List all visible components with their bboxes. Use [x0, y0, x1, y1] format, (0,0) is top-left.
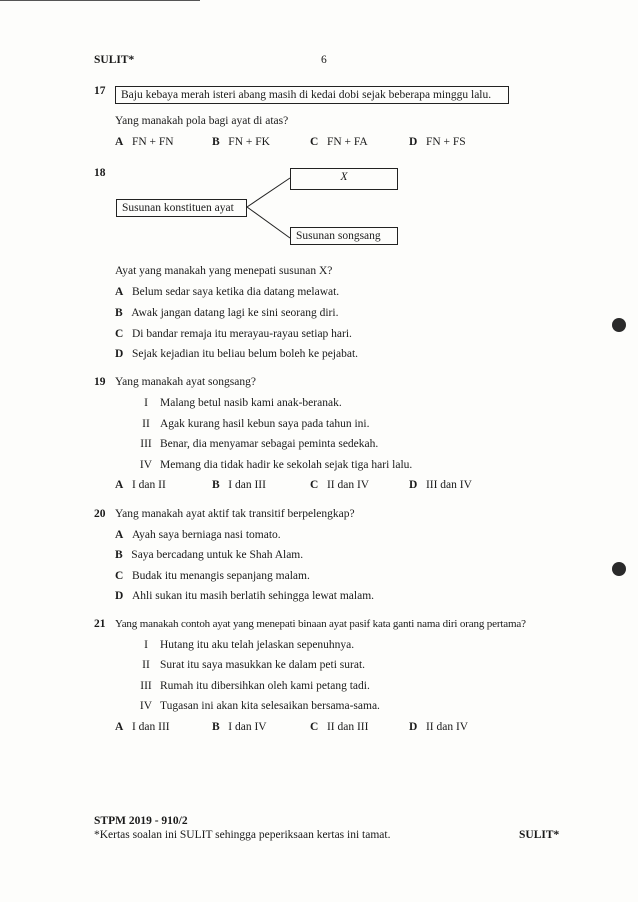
q19-option-c[interactable]: C II dan IV — [310, 479, 370, 491]
q20-option-b[interactable]: B Saya bercadang untuk ke Shah Alam. — [115, 549, 304, 561]
q21-statement-ii: II Surat itu saya masukkan ke dalam peti surat. — [142, 659, 366, 671]
q17-option-b[interactable]: B FN + FK — [212, 136, 270, 148]
q17-option-d[interactable]: D FN + FS — [409, 136, 466, 148]
q20-question: Yang manakah ayat aktif tak transitif berpelengkap? — [115, 508, 355, 520]
header-sulit-label: SULIT* — [94, 54, 135, 66]
q19-option-a[interactable]: A I dan II — [115, 479, 166, 491]
q21-statement-iv: IV Tugasan ini akan kita selesaikan bersama-sama. — [139, 700, 380, 712]
binder-hole-bottom — [612, 562, 626, 576]
q21-option-b[interactable]: B I dan IV — [212, 721, 267, 733]
q18-option-b[interactable]: B Awak jangan datang lagi ke sini seorang diri. — [115, 307, 339, 319]
question-17-number: 17 — [94, 85, 106, 97]
q17-sentence: Baju kebaya merah isteri abang masih di kedai dobi sejak beberapa minggu lalu. — [121, 89, 492, 101]
q18-box-susunan-songsang: Susunan songsang — [290, 227, 398, 245]
q18-question: Ayat yang manakah yang menepati susunan X? — [115, 265, 333, 277]
q19-option-b[interactable]: B I dan III — [212, 479, 266, 491]
q20-option-d[interactable]: D Ahli sukan itu masih berlatih sehingga lewat malam. — [115, 590, 375, 602]
q19-option-d[interactable]: D III dan IV — [409, 479, 472, 491]
q20-option-a[interactable]: A Ayah saya berniaga nasi tomato. — [115, 529, 281, 541]
q18-diagram-connectors — [0, 0, 638, 260]
q17-option-c[interactable]: C FN + FA — [310, 136, 368, 148]
page-number: 6 — [321, 54, 327, 66]
question-21-number: 21 — [94, 618, 106, 630]
q20-option-c[interactable]: C Budak itu menangis sepanjang malam. — [115, 570, 310, 582]
q21-question: Yang manakah contoh ayat yang menepati binaan ayat pasif kata ganti nama diri orang pertama? — [115, 618, 526, 630]
q18-box-susunan-konstituen: Susunan konstituen ayat — [116, 199, 247, 217]
q21-option-c[interactable]: C II dan III — [310, 721, 369, 733]
q21-option-d[interactable]: D II dan IV — [409, 721, 469, 733]
footer-paper-code: STPM 2019 - 910/2 — [94, 815, 188, 827]
q18-box-x: X — [290, 168, 398, 190]
q19-question: Yang manakah ayat songsang? — [115, 376, 256, 388]
footer-sulit-label: SULIT* — [519, 829, 560, 841]
q19-statement-iii: III Benar, dia menyamar sebagai peminta sedekah. — [140, 438, 379, 450]
q18-option-a[interactable]: A Belum sedar saya ketika dia datang melawat. — [115, 286, 340, 298]
q21-statement-iii: III Rumah itu dibersihkan oleh kami petang tadi. — [140, 680, 370, 692]
q17-option-a[interactable]: A FN + FN — [115, 136, 174, 148]
q19-statement-iv: IV Memang dia tidak hadir ke sekolah sejak tiga hari lalu. — [139, 459, 413, 471]
q18-option-d[interactable]: D Sejak kejadian itu beliau belum boleh ke pejabat. — [115, 348, 359, 360]
footer-confidential-note: *Kertas soalan ini SULIT sehingga peperiksaan kertas ini tamat. — [94, 829, 391, 841]
question-20-number: 20 — [94, 508, 106, 520]
question-18-number: 18 — [94, 167, 106, 179]
q18-option-c[interactable]: C Di bandar remaja itu merayau-rayau setiap hari. — [115, 328, 352, 340]
q21-option-a[interactable]: A I dan III — [115, 721, 170, 733]
q17-question: Yang manakah pola bagi ayat di atas? — [115, 115, 289, 127]
question-19-number: 19 — [94, 376, 106, 388]
q19-statement-ii: II Agak kurang hasil kebun saya pada tahun ini. — [142, 418, 370, 430]
binder-hole-top — [612, 318, 626, 332]
q21-statement-i: I Hutang itu aku telah jelaskan sepenuhnya. — [144, 639, 355, 651]
q19-statement-i: I Malang betul nasib kami anak-beranak. — [144, 397, 342, 409]
